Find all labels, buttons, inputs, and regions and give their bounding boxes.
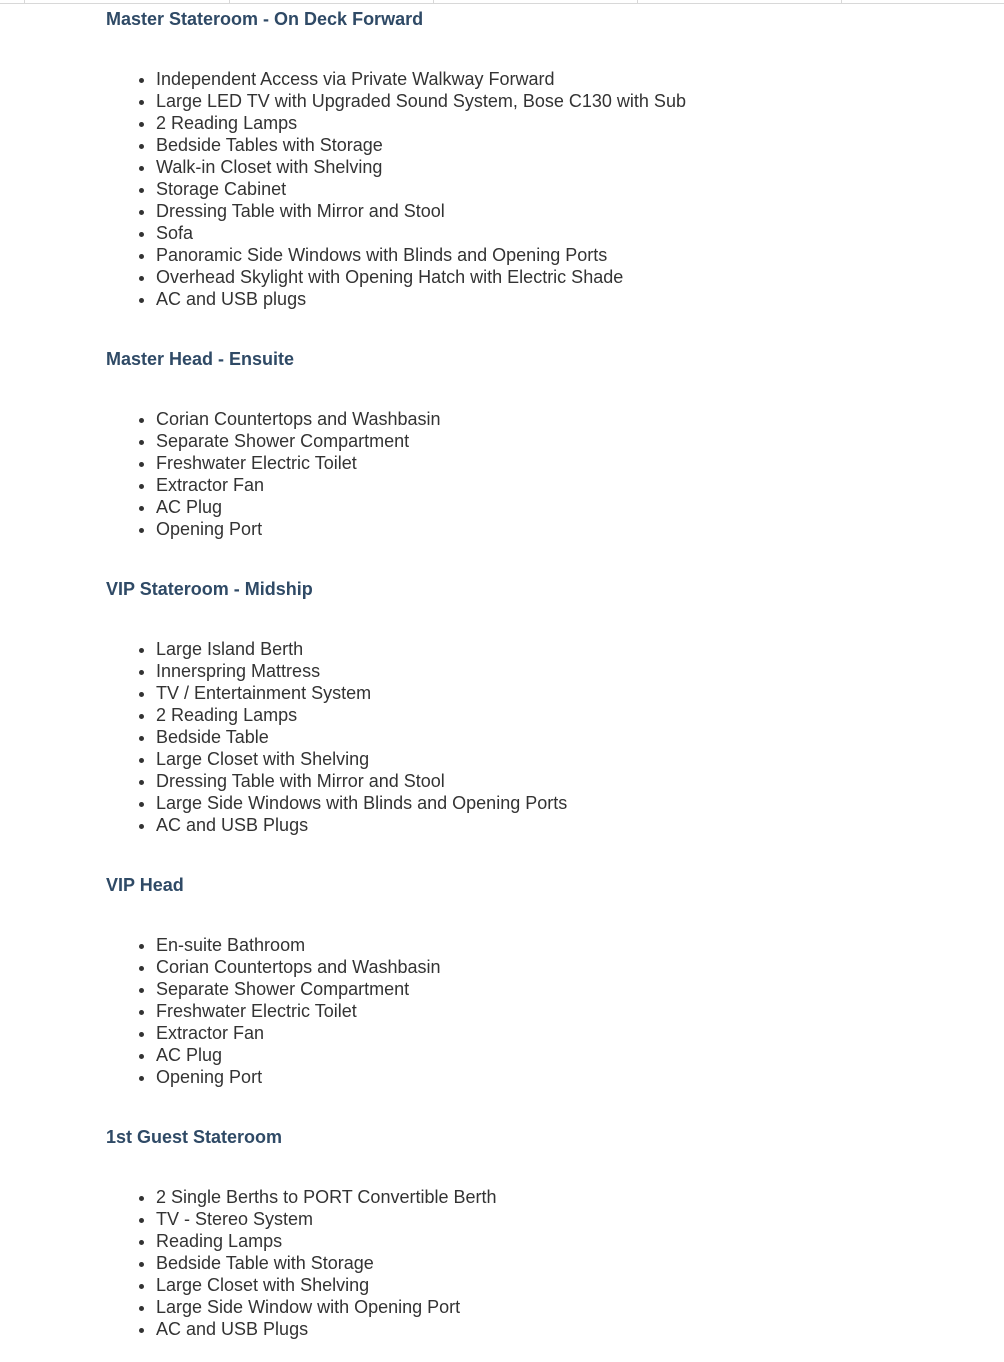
list-item: • Extractor Fan <box>156 474 986 496</box>
table-top-border <box>0 0 1004 4</box>
list-item: • Corian Countertops and Washbasin <box>156 408 986 430</box>
list-item: • TV - Stereo System <box>156 1208 986 1230</box>
list-item: • Large LED TV with Upgraded Sound System, Bose C130 with Sub <box>156 90 986 112</box>
list-item: • Innerspring Mattress <box>156 660 986 682</box>
section <box>106 578 986 836</box>
list-item: • AC and USB Plugs <box>156 1318 986 1340</box>
section-title: 1st Guest Stateroom <box>106 1127 283 1147</box>
feature-list <box>106 1186 986 1340</box>
list-item: • Storage Cabinet <box>156 178 986 200</box>
list-item: • Freshwater Electric Toilet <box>156 452 986 474</box>
list-item: • Separate Shower Compartment <box>156 430 986 452</box>
section-title: VIP Stateroom - Midship <box>106 579 313 599</box>
column-divider <box>433 0 434 4</box>
list-item: • Panoramic Side Windows with Blinds and Opening Ports <box>156 244 986 266</box>
list-item: • Walk-in Closet with Shelving <box>156 156 986 178</box>
list-item: • 2 Reading Lamps <box>156 704 986 726</box>
list-item: • AC and USB Plugs <box>156 814 986 836</box>
column-divider <box>229 0 230 4</box>
list-item: • Freshwater Electric Toilet <box>156 1000 986 1022</box>
list-item: • Bedside Tables with Storage <box>156 134 986 156</box>
list-item: • 2 Single Berths to PORT Convertible Berth <box>156 1186 986 1208</box>
list-item: • Large Side Window with Opening Port <box>156 1296 986 1318</box>
list-item: • Bedside Table with Storage <box>156 1252 986 1274</box>
list-item: • Bedside Table <box>156 726 986 748</box>
list-item: • Dressing Table with Mirror and Stool <box>156 200 986 222</box>
list-item: • Extractor Fan <box>156 1022 986 1044</box>
section <box>106 1126 986 1340</box>
list-item: • En-suite Bathroom <box>156 934 986 956</box>
feature-list <box>106 638 986 836</box>
list-item: • TV / Entertainment System <box>156 682 986 704</box>
section-title: VIP Head <box>106 875 184 895</box>
feature-list <box>106 408 986 540</box>
list-item: • Corian Countertops and Washbasin <box>156 956 986 978</box>
section <box>106 8 986 310</box>
list-item: • Separate Shower Compartment <box>156 978 986 1000</box>
section-title: Master Stateroom - On Deck Forward <box>106 9 424 29</box>
section <box>106 348 986 540</box>
list-item: • AC Plug <box>156 496 986 518</box>
column-divider <box>24 0 25 4</box>
section <box>106 874 986 1088</box>
list-item: • AC and USB plugs <box>156 288 986 310</box>
column-divider <box>841 0 842 4</box>
feature-list <box>106 68 986 310</box>
list-item: • Overhead Skylight with Opening Hatch with Electric Shade <box>156 266 986 288</box>
list-item: • Opening Port <box>156 1066 986 1088</box>
feature-list <box>106 934 986 1088</box>
list-item: • Large Island Berth <box>156 638 986 660</box>
list-item: • 2 Reading Lamps <box>156 112 986 134</box>
list-item: • Reading Lamps <box>156 1230 986 1252</box>
column-divider <box>637 0 638 4</box>
specifications-content <box>106 8 986 1340</box>
list-item: • Sofa <box>156 222 986 244</box>
list-item: • Large Side Windows with Blinds and Opening Ports <box>156 792 986 814</box>
list-item: • AC Plug <box>156 1044 986 1066</box>
list-item: • Large Closet with Shelving <box>156 748 986 770</box>
list-item: • Independent Access via Private Walkway Forward <box>156 68 986 90</box>
list-item: • Opening Port <box>156 518 986 540</box>
list-item: • Dressing Table with Mirror and Stool <box>156 770 986 792</box>
list-item: • Large Closet with Shelving <box>156 1274 986 1296</box>
section-title: Master Head - Ensuite <box>106 349 295 369</box>
